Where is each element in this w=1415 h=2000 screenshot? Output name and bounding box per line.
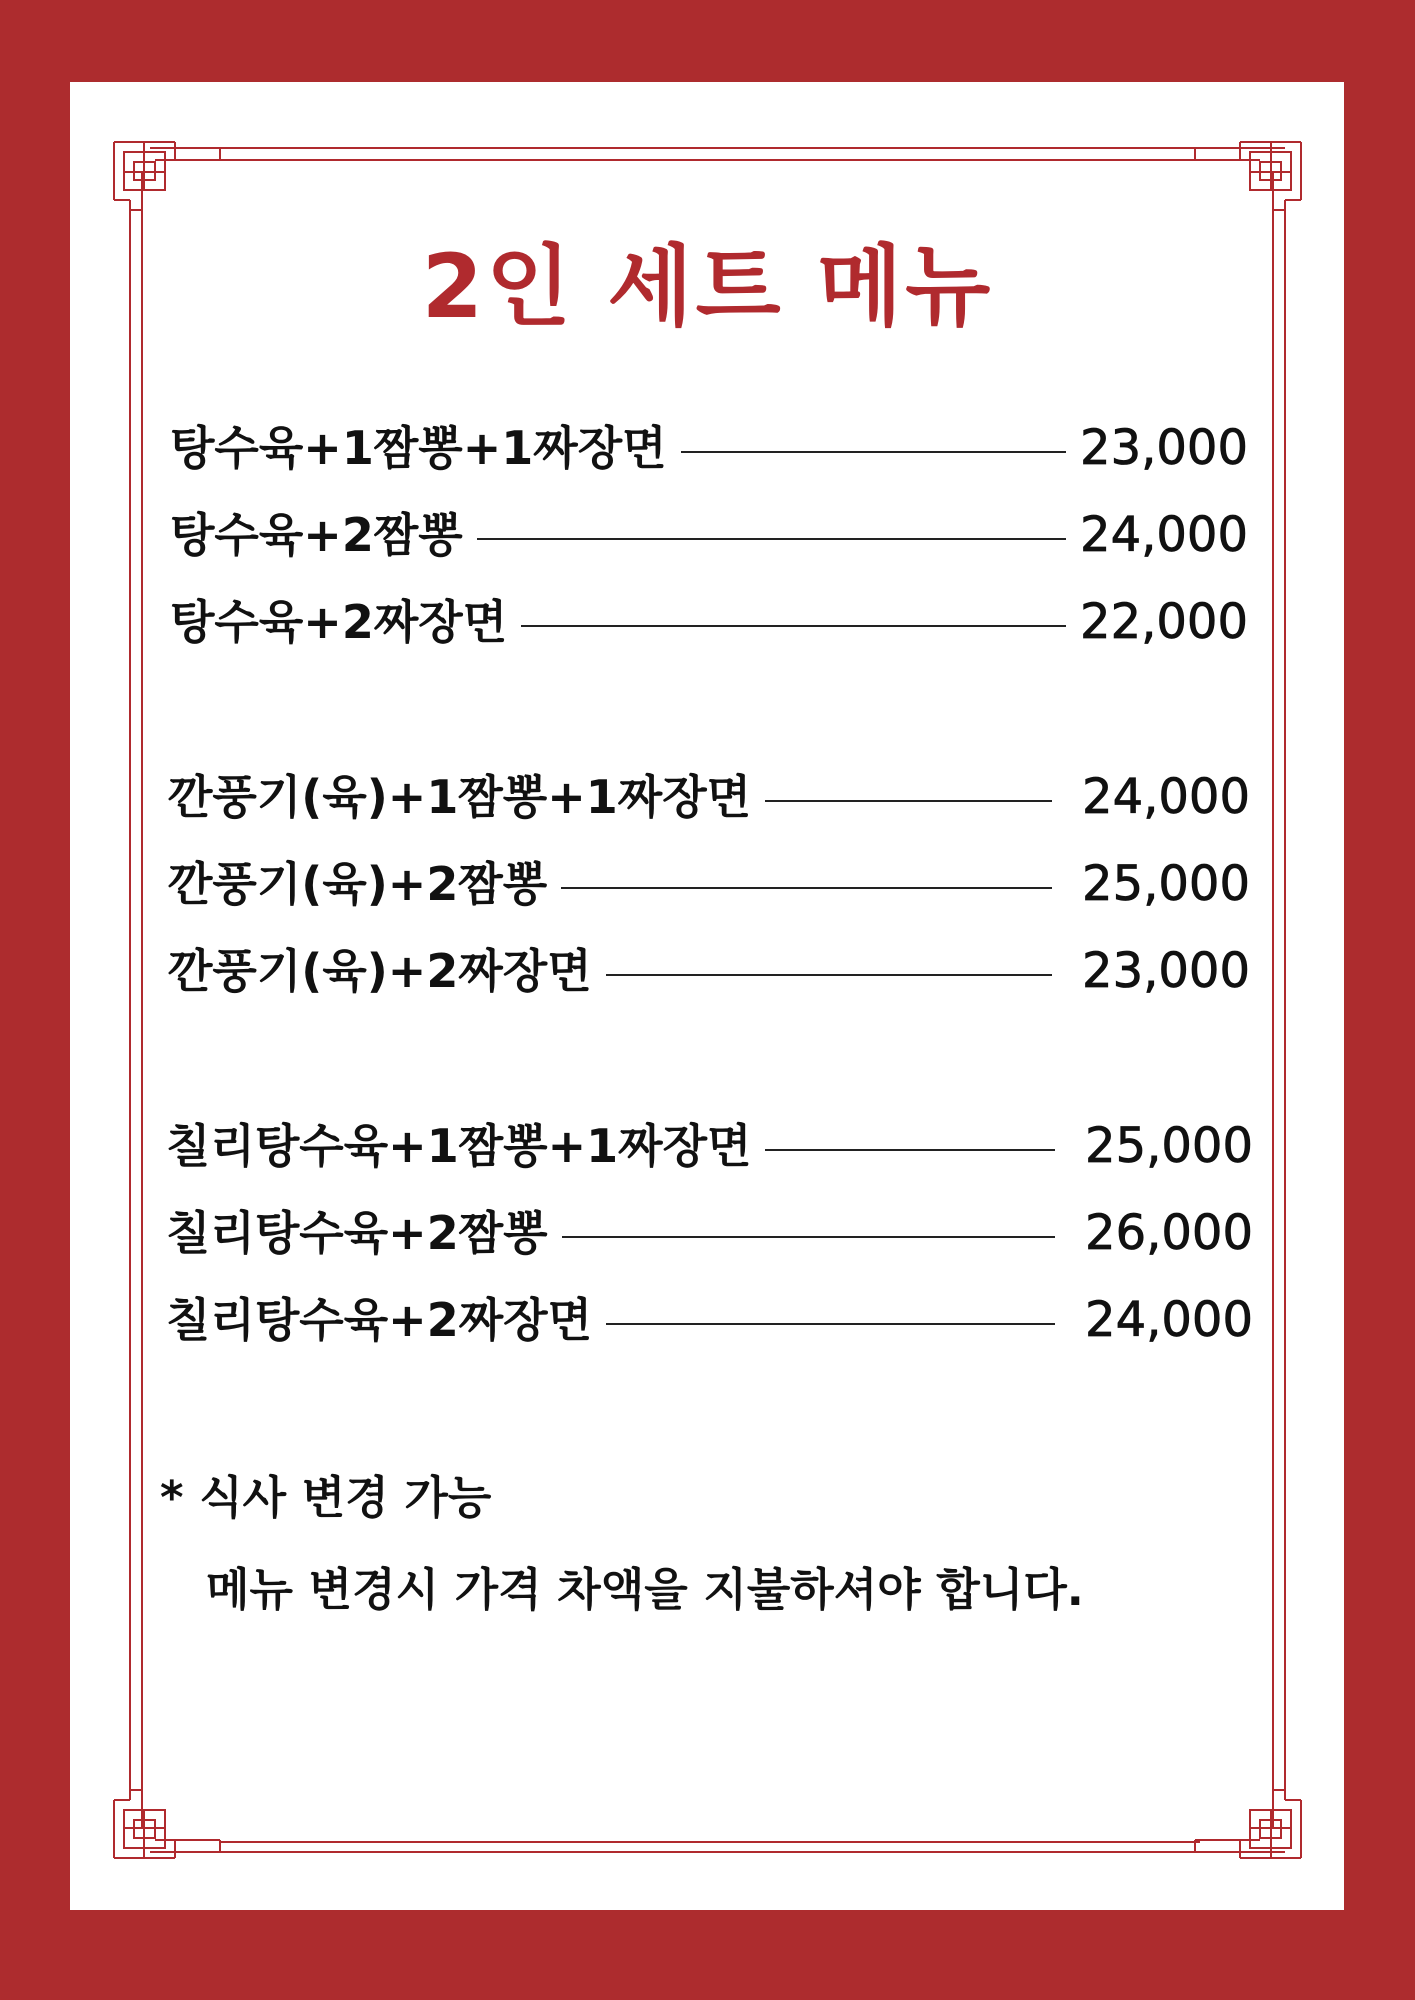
leader-line: [606, 1323, 1055, 1325]
leader-line: [561, 887, 1052, 889]
menu-item-name: 칠리탕수육+2짬뽕: [166, 1206, 548, 1260]
leader-line: [681, 451, 1066, 453]
menu-item: [166, 1201, 1253, 1265]
menu-item-price: 24,000: [1082, 769, 1250, 825]
menu-item-price: 24,000: [1080, 507, 1248, 563]
menu-item: [166, 1288, 1253, 1352]
menu-item: [170, 416, 1248, 480]
menu-item-price: 22,000: [1080, 594, 1248, 650]
menu-item-name: 깐풍기(육)+2짬뽕: [168, 857, 548, 911]
menu-item: [168, 852, 1250, 916]
page-title: 2인 세트 메뉴: [421, 235, 994, 338]
menu-item: [168, 765, 1250, 829]
menu-item-name: 칠리탕수육+2짜장면: [166, 1293, 593, 1347]
menu-item-name: 탕수육+2짬뽕: [170, 508, 463, 562]
leader-line: [606, 974, 1052, 976]
menu-item-price: 23,000: [1080, 420, 1248, 476]
menu-item: [166, 1114, 1253, 1178]
menu-item-name: 칠리탕수육+1짬뽕+1짜장면: [166, 1119, 752, 1173]
menu-item-price: 26,000: [1085, 1205, 1253, 1261]
menu-item-name: 탕수육+1짬뽕+1짜장면: [170, 421, 667, 475]
menu-item: [170, 503, 1248, 567]
leader-line: [765, 1149, 1055, 1151]
menu-item-price: 23,000: [1082, 943, 1250, 999]
leader-line: [477, 538, 1066, 540]
leader-line: [765, 800, 1052, 802]
menu-item-name: 탕수육+2짜장면: [170, 595, 508, 649]
menu-item-price: 24,000: [1085, 1292, 1253, 1348]
menu-item-price: 25,000: [1082, 856, 1250, 912]
note-meal-change: * 식사 변경 가능: [160, 1471, 492, 1524]
menu-item: [170, 590, 1248, 654]
note-price-difference: 메뉴 변경시 가격 차액을 지불하셔야 합니다.: [206, 1563, 1084, 1616]
menu-item-name: 깐풍기(육)+2짜장면: [168, 944, 592, 998]
leader-line: [521, 625, 1066, 627]
leader-line: [562, 1236, 1055, 1238]
menu-item: [168, 939, 1250, 1003]
menu-item-name: 깐풍기(육)+1짬뽕+1짜장면: [168, 770, 752, 824]
menu-item-price: 25,000: [1085, 1118, 1253, 1174]
